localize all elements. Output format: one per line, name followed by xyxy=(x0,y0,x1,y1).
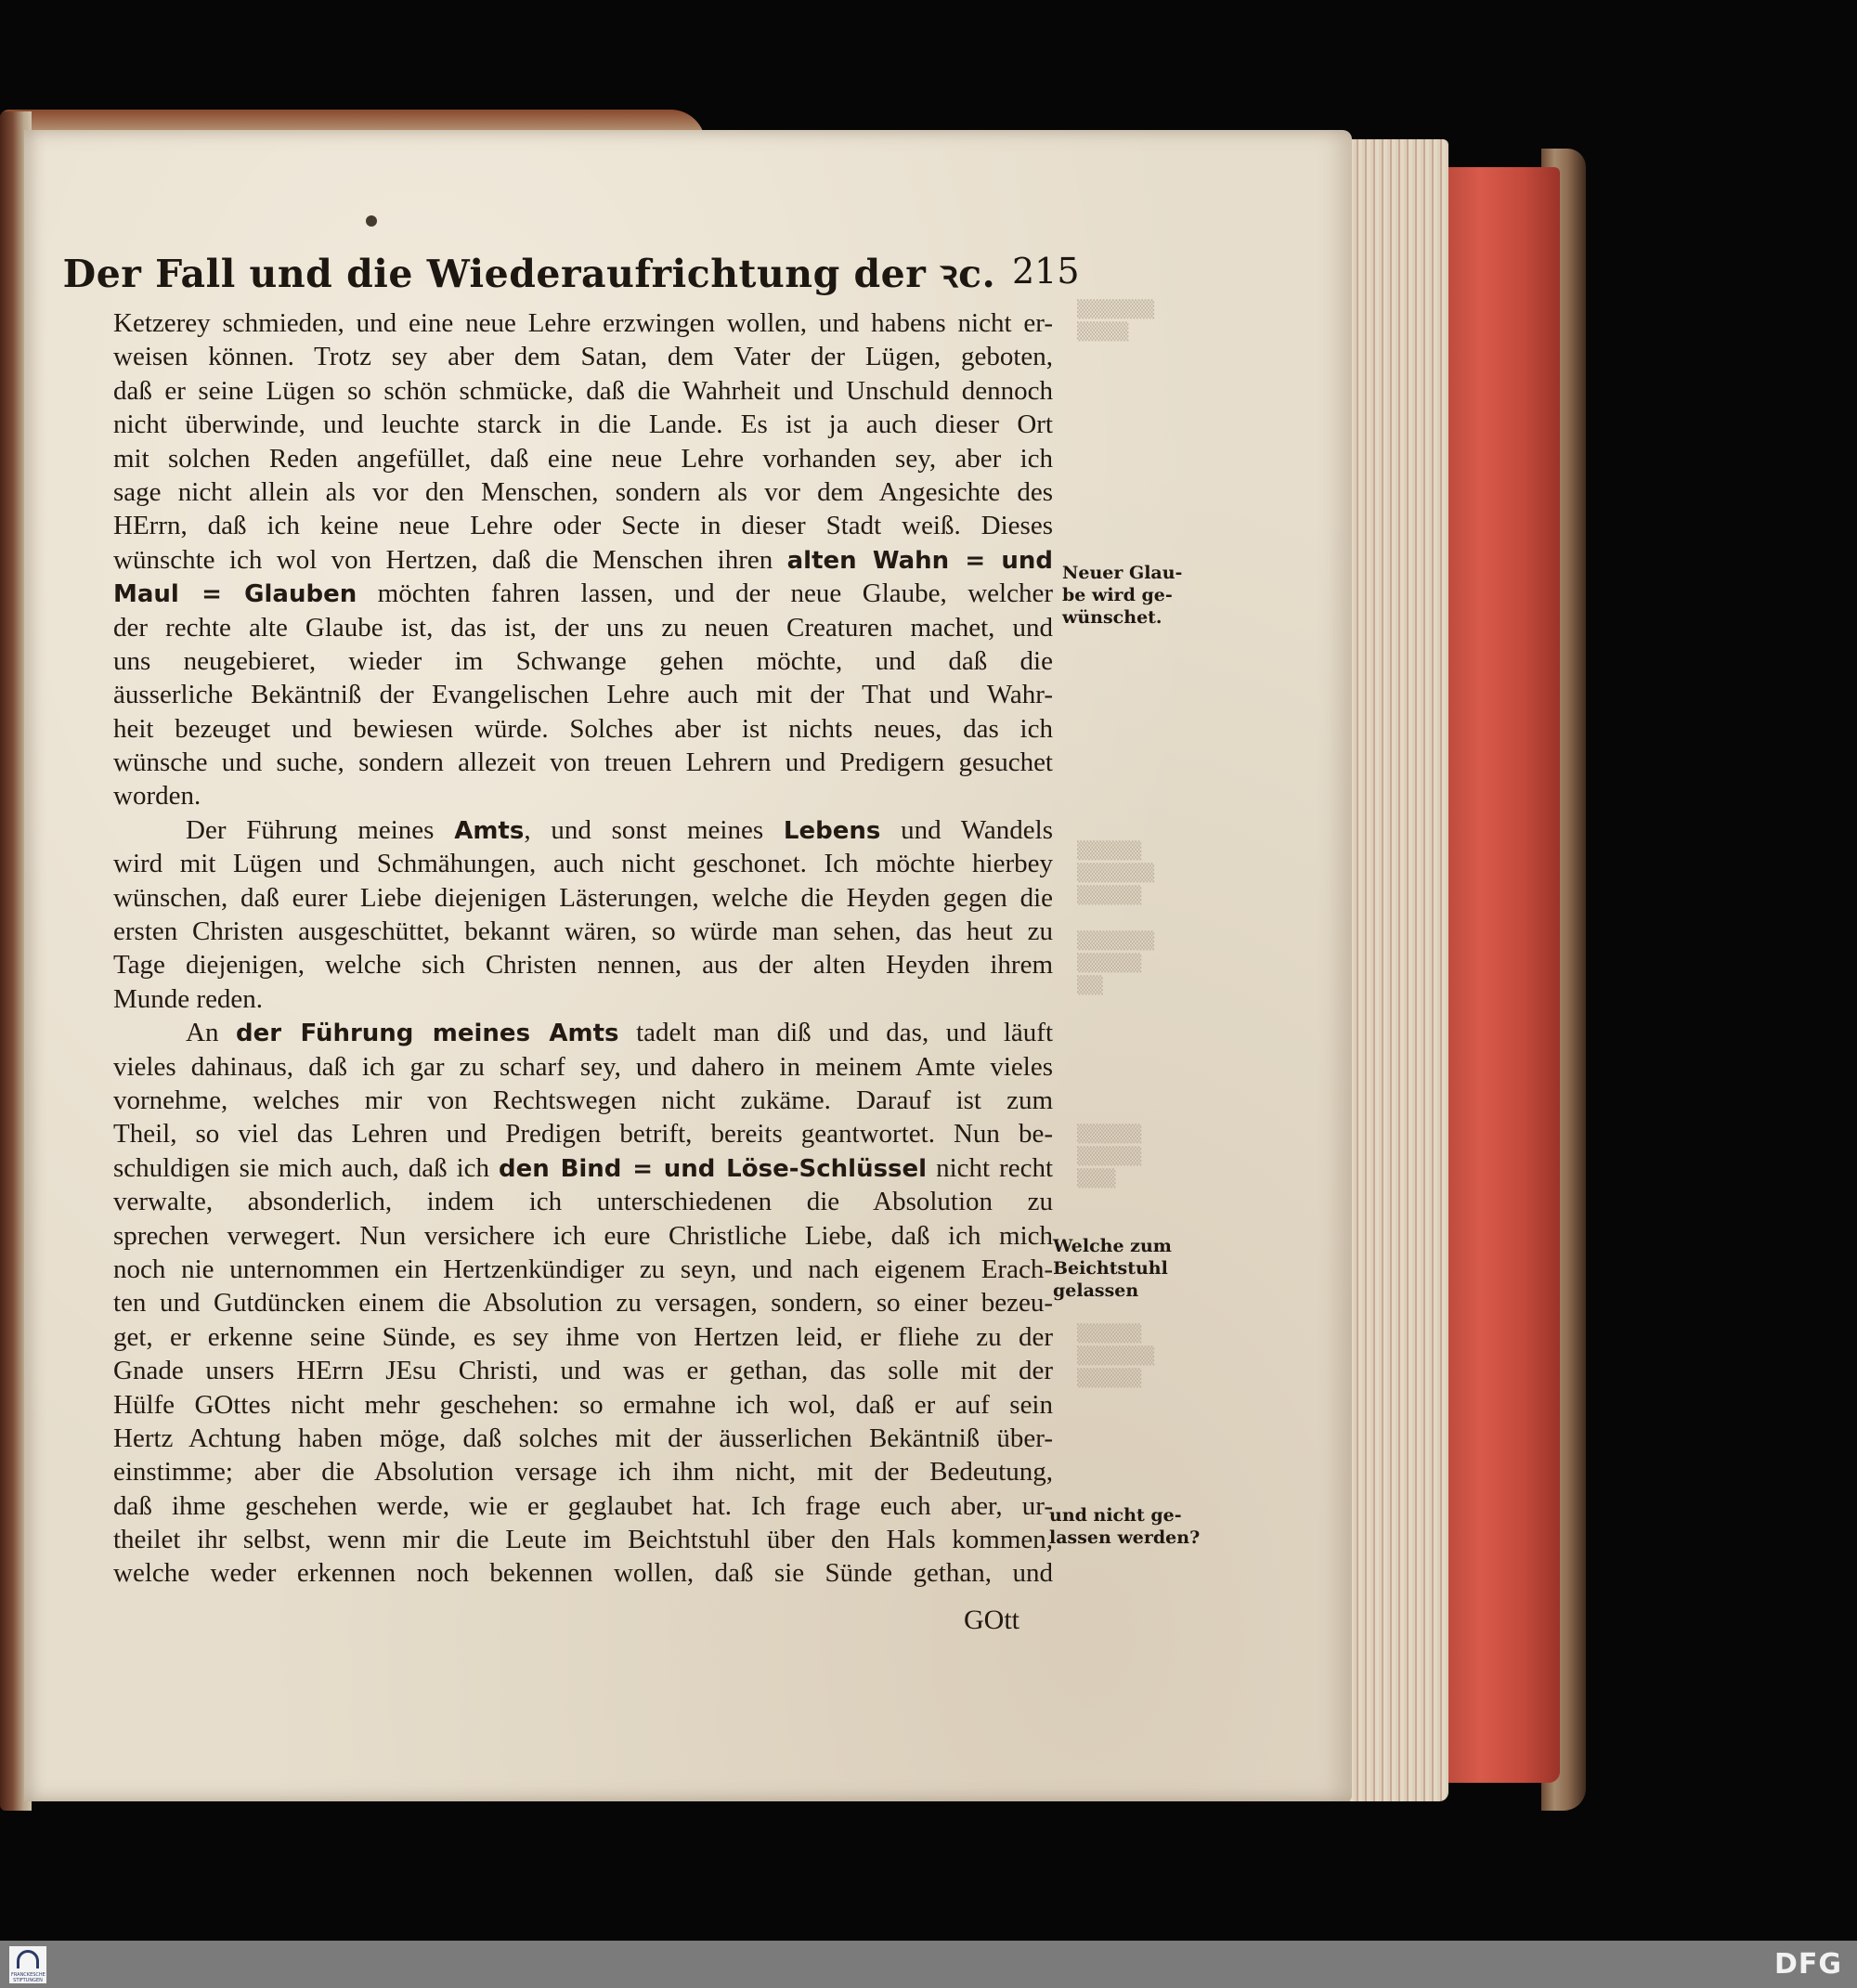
text-line xyxy=(113,1422,1053,1455)
margin-note: Welche zum Beichtstuhl gelassen xyxy=(1053,1236,1172,1301)
show-through-marks: ▒▒▒▒▒ ▒▒▒▒▒ ▒▒▒ xyxy=(1077,1124,1142,1189)
text-line xyxy=(113,847,1053,880)
text-line xyxy=(113,915,1053,948)
body-text xyxy=(113,306,1053,1591)
text-run: worden. xyxy=(113,781,201,812)
show-through-marks: ▒▒▒▒▒ ▒▒▒▒▒▒ ▒▒▒▒▒ xyxy=(1077,841,1155,905)
text-run: wünschen, daß eurer Liebe diejenigen Lästerungen, welche die Heyden gegen die xyxy=(113,882,1053,913)
text-line xyxy=(113,948,1053,981)
institution-logo[interactable] xyxy=(9,1946,46,1983)
text-run: ten und Gutdüncken einem die Absolution zu versagen, sondern, so einer bezeu- xyxy=(113,1288,1053,1319)
text-line xyxy=(113,1455,1053,1488)
text-run: einstimme; aber die Absolution versage ich ihm nicht, mit der Bedeutung, xyxy=(113,1457,1053,1488)
text-run: noch nie unternommen ein Hertzenkündiger zu seyn, und nach eigenem Erach- xyxy=(113,1254,1053,1284)
text-line xyxy=(113,442,1053,475)
text-run: Munde reden. xyxy=(113,983,264,1014)
text-line xyxy=(113,1489,1053,1523)
text-run: daß er seine Lügen so schön schmücke, daß die Wahrheit und Unschuld dennoch xyxy=(113,375,1053,406)
text-run: möchten fahren lassen, und der neue Glaube, welcher xyxy=(357,578,1053,609)
text-line xyxy=(113,779,1053,812)
text-line xyxy=(113,340,1053,373)
text-line xyxy=(113,1388,1053,1422)
text-line xyxy=(113,408,1053,441)
text-line xyxy=(113,475,1053,509)
text-run: Hertz Achtung haben möge, daß solches mit der äusserlichen Bekäntniß über- xyxy=(113,1423,1053,1453)
text-run: wird mit Lügen und Schmähungen, auch nicht geschonet. Ich möchte hierbey xyxy=(113,849,1053,879)
text-run: sprechen verwegert. Nun versichere ich eure Christliche Liebe, daß ich mich xyxy=(113,1220,1053,1251)
text-run: daß ihme geschehen werde, wie er geglaubet hat. Ich frage euch aber, ur- xyxy=(113,1490,1053,1521)
catchword: GOtt xyxy=(964,1605,1019,1635)
text-line xyxy=(113,1084,1053,1117)
text-line xyxy=(113,577,1053,610)
text-line xyxy=(113,678,1053,711)
text-run: mit solchen Reden angefüllet, daß eine neue Lehre vorhanden sey, aber ich xyxy=(113,443,1053,474)
ornament-dot xyxy=(366,215,377,227)
bold-phrase: Amts xyxy=(454,816,525,845)
show-through-marks: ▒▒▒▒▒ ▒▒▒▒▒▒ ▒▒▒▒▒ xyxy=(1077,1324,1155,1388)
text-line xyxy=(113,1320,1053,1354)
margin-note: Neuer Glau- be wird ge- wünschet. xyxy=(1062,563,1183,628)
arch-icon xyxy=(17,1950,39,1969)
text-run: Theil, so viel das Lehren und Predigen betrift, bereits geantwortet. Nun be- xyxy=(113,1119,1053,1150)
text-run: nicht recht xyxy=(927,1152,1053,1183)
bold-phrase: Maul = Glauben xyxy=(113,580,357,609)
text-line xyxy=(113,543,1053,577)
text-run: vornehme, welches mir von Rechtswegen nicht zukäme. Darauf ist zum xyxy=(113,1085,1053,1115)
text-line xyxy=(113,644,1053,678)
footer-bar xyxy=(0,1941,1857,1988)
text-run: Hülfe GOttes nicht mehr geschehen: so ermahne ich wol, daß er auf sein xyxy=(113,1389,1053,1420)
text-run: wünsche und suche, sondern allezeit von treuen Lehrern und Predigern gesuchet xyxy=(113,747,1053,778)
text-run: Der Führung meines xyxy=(186,814,435,845)
page-number: 215 xyxy=(1012,251,1080,292)
text-run: schuldigen sie mich auch, daß ich xyxy=(113,1152,490,1183)
bold-phrase: Lebens xyxy=(783,816,881,845)
text-line xyxy=(113,1151,1053,1185)
text-run: welche weder erkennen noch bekennen wollen, daß sie Sünde gethan, und xyxy=(113,1558,1053,1589)
bold-phrase: den Bind = und Löse-Schlüssel xyxy=(499,1154,928,1183)
text-line xyxy=(113,1185,1053,1218)
text-line xyxy=(113,306,1053,340)
text-line xyxy=(113,374,1053,408)
text-line xyxy=(113,1050,1053,1084)
text-line xyxy=(113,1523,1053,1556)
text-line xyxy=(113,1556,1053,1590)
text-line xyxy=(113,1253,1053,1286)
show-through-marks: ▒▒▒▒▒▒ ▒▒▒▒ xyxy=(1077,300,1155,342)
text-run: An xyxy=(186,1018,219,1048)
text-line xyxy=(113,813,1053,847)
text-run: , und sonst meines xyxy=(524,814,784,845)
text-run: uns neugebieret, wieder im Schwange gehen möchte, und daß die xyxy=(113,645,1053,676)
text-run: nicht überwinde, und leuchte starck in die Lande. Es ist ja auch dieser Ort xyxy=(113,409,1053,440)
text-run: äusserliche Bekäntniß der Evangelischen Lehre auch mit der That und Wahr- xyxy=(113,680,1053,710)
text-run: Tage diejenigen, welche sich Christen nennen, aus der alten Heyden ihrem xyxy=(113,950,1053,981)
text-run: weisen können. Trotz sey aber dem Satan, dem Vater der Lügen, geboten, xyxy=(113,342,1053,372)
text-line xyxy=(113,1219,1053,1253)
bold-phrase: alten Wahn = und xyxy=(786,546,1053,575)
dfg-logo[interactable]: DFG xyxy=(1773,1948,1842,1981)
institution-logo-text: FRANCKESCHE STIFTUNGEN xyxy=(11,1972,45,1983)
text-run: get, er erkenne seine Sünde, es sey ihme von Hertzen leid, er fliehe zu der xyxy=(113,1321,1053,1352)
text-line xyxy=(113,1354,1053,1387)
text-run: ersten Christen ausgeschüttet, bekannt wären, so würde man sehen, das heut zu xyxy=(113,916,1053,947)
text-line xyxy=(113,611,1053,644)
text-line xyxy=(113,982,1053,1016)
page-fore-edge xyxy=(1337,139,1448,1801)
text-line xyxy=(113,509,1053,542)
running-title: Der Fall und die Wiederaufrichtung der ꝛc. xyxy=(62,252,996,296)
show-through-marks: ▒▒▒▒▒▒ ▒▒▒▒▒ ▒▒ xyxy=(1077,931,1155,995)
text-run: heit bezeuget und bewiesen würde. Solches aber ist nichts neues, das ich xyxy=(113,713,1053,744)
text-line xyxy=(113,1286,1053,1319)
text-run: vieles dahinaus, daß ich gar zu scharf sey, und dahero in meinem Amte vieles xyxy=(113,1051,1053,1082)
text-line xyxy=(113,1117,1053,1150)
text-run: Gnade unsers HErrn JEsu Christi, und was er gethan, das solle mit der xyxy=(113,1356,1053,1386)
text-line xyxy=(113,746,1053,779)
text-run: verwalte, absonderlich, indem ich unterschiedenen die Absolution zu xyxy=(113,1187,1053,1217)
text-line xyxy=(113,881,1053,915)
text-run: HErrn, daß ich keine neue Lehre oder Secte in dieser Stadt weiß. Dieses xyxy=(113,511,1053,541)
text-run: Ketzerey schmieden, und eine neue Lehre erzwingen wollen, und habens nicht er- xyxy=(113,308,1053,338)
text-line xyxy=(113,712,1053,746)
bold-phrase: der Führung meines Amts xyxy=(236,1020,619,1048)
margin-note: und nicht ge- lassen werden? xyxy=(1049,1505,1201,1548)
text-run: wünschte ich wol von Hertzen, daß die Menschen ihren xyxy=(113,544,773,575)
text-run: und Wandels xyxy=(880,814,1053,845)
text-run: tadelt man diß und das, und läuft xyxy=(618,1018,1053,1048)
text-line xyxy=(113,1016,1053,1049)
text-run: theilet ihr selbst, wenn mir die Leute im Beichtstuhl über den Hals kommen, xyxy=(113,1525,1053,1555)
red-page-edges xyxy=(1437,167,1560,1783)
text-run: sage nicht allein als vor den Menschen, sondern als vor dem Angesichte des xyxy=(113,476,1053,507)
text-run: der rechte alte Glaube ist, das ist, der uns zu neuen Creaturen machet, und xyxy=(113,612,1053,643)
